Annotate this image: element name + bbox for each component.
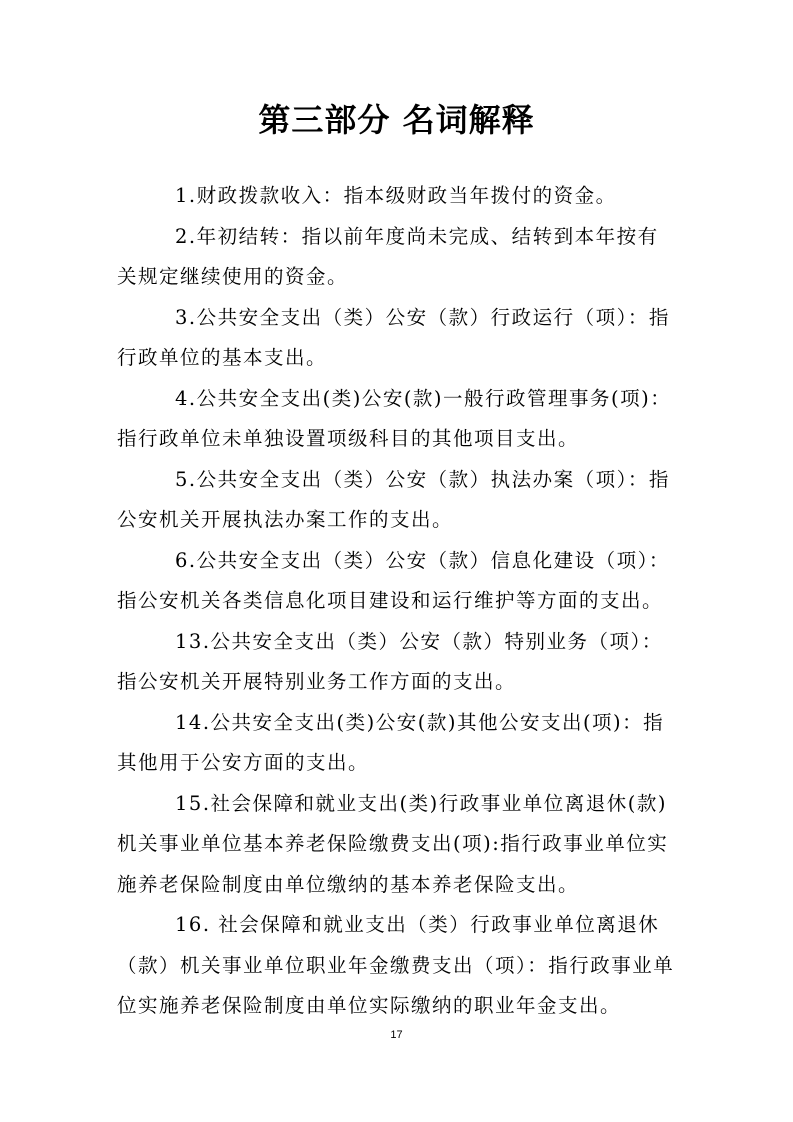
page-number: 17 <box>390 1029 403 1041</box>
definition-item: 2.年初结转：指以前年度尚未完成、结转到本年按有关规定继续使用的资金。 <box>117 224 659 288</box>
definitions-list <box>117 176 677 1027</box>
definition-item: 4.公共安全支出(类)公安(款)一般行政管理事务(项)：指行政单位未单独设置项级科目的其他项目支出。 <box>117 386 672 450</box>
definition-item: 15.社会保障和就业支出(类)行政事业单位离退休(款)机关事业单位基本养老保险缴费支出(项):指行政事业单位实施养老保险制度由单位缴纳的基本养老保险支出。 <box>117 791 669 896</box>
page-title: 第三部分 名词解释 <box>258 101 535 139</box>
definition-item: 14.公共安全支出(类)公安(款)其他公安支出(项)：指其他用于公安方面的支出。 <box>117 710 665 774</box>
definition-item: 3.公共安全支出（类）公安（款）行政运行（项）：指行政单位的基本支出。 <box>117 305 670 369</box>
definition-item: 5.公共安全支出（类）公安（款）执法办案（项）：指公安机关开展执法办案工作的支出。 <box>117 467 670 531</box>
definition-item: 13.公共安全支出（类）公安（款）特别业务（项）：指公安机关开展特别业务工作方面的支出。 <box>117 629 663 693</box>
definition-item: 16. 社会保障和就业支出（类）行政事业单位离退休（款）机关事业单位职业年金缴费支出（项）：指行政事业单位实施养老保险制度由单位实际缴纳的职业年金支出。 <box>117 913 675 1017</box>
definition-item: 6.公共安全支出（类）公安（款）信息化建设（项）：指公安机关各类信息化项目建设和运行维护等方面的支出。 <box>117 548 670 612</box>
definition-item: 1.财政拨款收入：指本级财政当年拨付的资金。 <box>175 184 617 207</box>
